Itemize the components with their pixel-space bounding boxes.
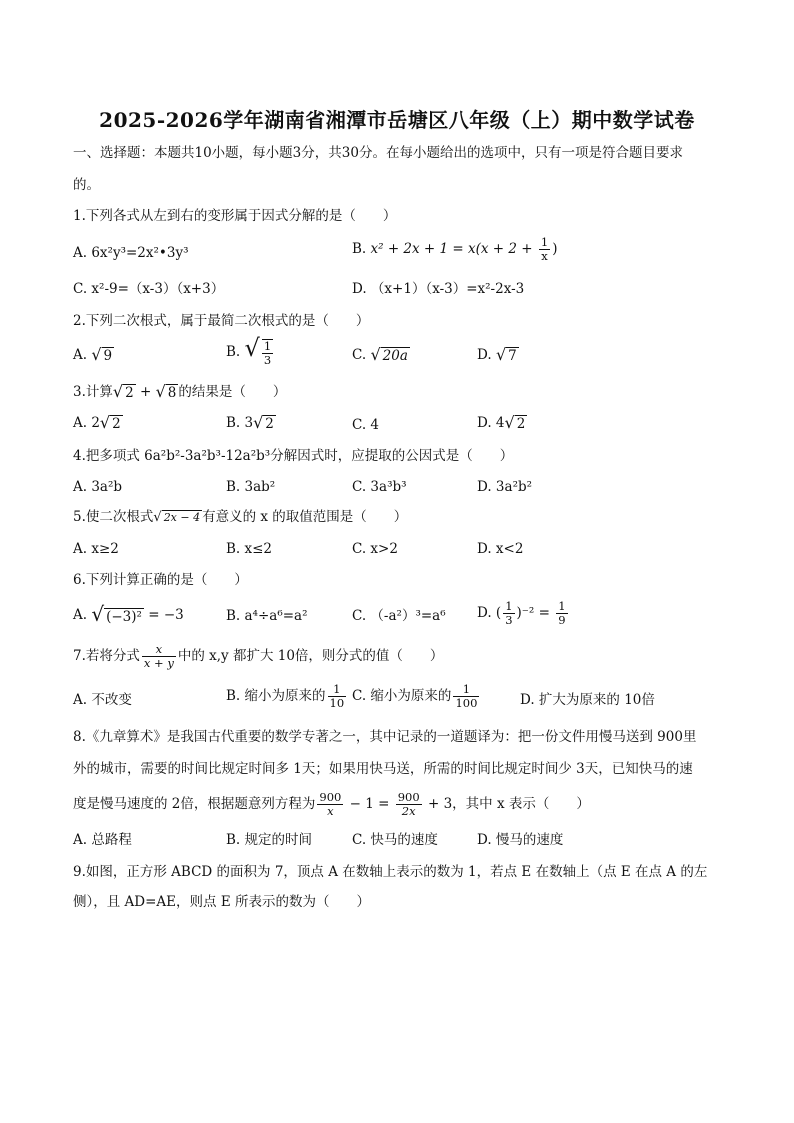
q6-option-d (477, 600, 570, 627)
q7-stem-pre: 7.若将分式 (73, 648, 140, 664)
q2-option-c (352, 345, 410, 366)
q3-option-d-radical: √ 2 (504, 413, 526, 432)
q3-option-a (73, 413, 123, 434)
q7-b-denominator: 10 (329, 696, 345, 710)
question-8-line2: 外的城市，需要的时间比规定时间多 1天；如果用快马送，所需的时间比规定时间少 3天，已知快马的速 (73, 761, 693, 777)
q3-option-a-radicand: 2 (112, 416, 121, 432)
q8-eq-numerator-2: 900 (397, 790, 420, 804)
q6-option-a-label: A. (73, 607, 92, 623)
q2-option-c-radicand: 20a (382, 348, 408, 364)
q2-option-d (477, 345, 519, 366)
q6-option-c: C. （-a²）³=a⁶ (352, 608, 446, 624)
q6-d-numerator-2: 1 (558, 599, 566, 613)
question-3-stem (73, 382, 286, 403)
q3-option-b-radical: √ 2 (253, 413, 274, 432)
q5-option-b: B. x≤2 (226, 541, 273, 557)
section-header-line1: 一、选择题：本题共10小题，每小题3分，共30分。在每小题给出的选项中，只有一项是符合题目要求 (73, 145, 683, 161)
question-1-stem: 1.下列各式从左到右的变形属于因式分解的是（ ） (73, 208, 397, 224)
question-8-line1: 8.《九章算术》是我国古代重要的数学专著之一，其中记录的一道题译为：把一份文件用慢马送到 900里 (73, 729, 697, 745)
q3-stem-post: 的结果是（ ） (178, 384, 287, 400)
q5-option-a: A. x≥2 (73, 541, 119, 557)
q6-option-a-tail: = −3 (143, 607, 184, 623)
q1-option-b (352, 236, 558, 263)
q8-option-b: B. 规定的时间 (226, 832, 313, 848)
q8-eq-frac-2 (396, 791, 422, 818)
q5-option-c: C. x>2 (352, 541, 398, 557)
question-7-stem (73, 643, 443, 670)
q1-option-b-tail: ) (552, 241, 558, 257)
q4-option-a: A. 3a²b (73, 479, 123, 495)
q2-option-b-denominator: 3 (263, 352, 272, 367)
q6-option-a-radical: √ (−3)² (91, 602, 142, 626)
q6-option-b: B. a⁴÷a⁶=a² (226, 608, 308, 624)
question-9-line1: 9.如图，正方形 ABCD 的面积为 7，顶点 A 在数轴上表示的数为 1，若点 E 在数轴上（点 E 在点 A 的左 (73, 864, 708, 880)
q1-option-b-frac (539, 236, 550, 263)
q1-option-c: C. x²-9=（x-3）（x+3） (73, 281, 225, 297)
q2-option-c-label: C. (352, 347, 371, 363)
q7-denominator: x + y (143, 656, 174, 670)
q5-stem-pre: 5.使二次根式 (73, 509, 154, 525)
q3-radical-2: √ 8 (155, 382, 177, 401)
q3-option-b-radicand: 2 (265, 416, 274, 432)
q8-line3-pre: 度是慢马速度的 2倍，根据题意列方程为 (73, 796, 316, 812)
q1-option-b-expr: x² + 2x + 1 = x(x + 2 + (370, 241, 537, 257)
q8-option-c: C. 快马的速度 (352, 832, 438, 848)
question-6-stem: 6.下列计算正确的是（ ） (73, 572, 248, 588)
q7-c-numerator: 1 (453, 683, 479, 697)
q3-radicand-2: 8 (167, 385, 177, 401)
q3-option-d-label: D. 4 (477, 415, 505, 431)
q2-option-d-radicand: 7 (508, 348, 517, 364)
q7-option-b-frac (328, 683, 347, 710)
q6-option-d-mid: )⁻² = (516, 605, 555, 621)
q7-option-c (352, 683, 481, 710)
q3-radical-1: √ 2 (112, 382, 134, 401)
q2-option-a-radical: √ 9 (91, 345, 113, 364)
q5-option-d: D. x<2 (477, 541, 524, 557)
q8-eq-tail: + 3，其中 x 表示（ ） (423, 796, 590, 812)
q2-option-b-label: B. (226, 343, 245, 360)
q6-d-denominator-2: 9 (558, 613, 566, 627)
q2-option-a-radicand: 9 (103, 348, 113, 364)
q2-option-b-numerator: 1 (263, 338, 272, 353)
q3-option-a-radical: √ 2 (99, 413, 121, 432)
q3-option-c: C. 4 (352, 417, 380, 433)
q3-option-b-label: B. 3 (226, 415, 254, 431)
q7-option-a: A. 不改变 (73, 692, 132, 708)
q6-option-a-radicand: (−3)² (106, 609, 142, 625)
q8-option-d: D. 慢马的速度 (477, 832, 564, 848)
question-4-stem: 4.把多项式 6a²b²-3a²b³-12a²b³分解因式时，应提取的公因式是（ ） (73, 448, 514, 464)
q7-option-b-label: B. 缩小为原来的 (226, 688, 326, 704)
q3-plus: + (135, 384, 156, 400)
q2-option-b (226, 334, 275, 367)
q8-eq-mid: − 1 = (345, 796, 394, 812)
q6-d-denominator-1: 3 (505, 613, 513, 627)
q5-stem-post: 有意义的 x 的取值范围是（ ） (202, 509, 408, 525)
q4-option-c: C. 3a³b³ (352, 479, 407, 495)
q8-eq-denominator-2: 2x (401, 804, 416, 818)
q3-stem-pre: 3.计算 (73, 384, 113, 400)
q3-option-d (477, 413, 527, 434)
question-2-stem: 2.下列二次根式，属于最简二次根式的是（ ） (73, 313, 370, 329)
page-title: 2025-2026学年湖南省湘潭市岳塘区八年级（上）期中数学试卷 (99, 108, 695, 132)
q7-c-denominator: 100 (455, 696, 478, 710)
q1-option-a: A. 6x²y³=2x²•3y³ (73, 245, 189, 261)
q7-option-b (226, 683, 348, 710)
q8-option-a: A. 总路程 (73, 832, 132, 848)
question-9-line2: 侧），且 AD=AE，则点 E 所表示的数为（ ） (73, 894, 370, 910)
q7-option-c-label: C. 缩小为原来的 (352, 688, 452, 704)
q6-option-d-label: D. ( (477, 605, 502, 621)
q7-stem-post: 中的 x,y 都扩大 10倍，则分式的值（ ） (177, 648, 444, 664)
q7-stem-frac (142, 643, 176, 670)
q1-option-d: D. （x+1）（x-3）=x²-2x-3 (352, 281, 525, 297)
q4-option-b: B. 3ab² (226, 479, 276, 495)
q7-b-numerator: 1 (328, 683, 347, 697)
q3-option-a-label: A. 2 (73, 415, 100, 431)
q2-option-a (73, 345, 114, 366)
q7-option-c-frac (453, 683, 479, 710)
q7-option-d: D. 扩大为原来的 10倍 (520, 692, 655, 708)
q3-radicand-1: 2 (125, 385, 134, 401)
q6-option-d-frac-2 (556, 600, 567, 627)
question-8-line3 (73, 791, 590, 818)
q8-eq-frac-1 (317, 791, 343, 818)
q6-option-d-frac-1 (503, 600, 514, 627)
q3-option-b (226, 413, 276, 434)
q2-option-a-label: A. (73, 347, 92, 363)
q2-option-d-radical: √ 7 (495, 345, 517, 364)
q6-d-numerator-1: 1 (505, 599, 513, 613)
question-5-stem (73, 507, 407, 528)
q2-option-b-radical: √ $\frac{1}{3}$ (244, 334, 272, 367)
q3-option-d-radicand: 2 (516, 416, 526, 432)
q1-option-b-label: B. (352, 241, 371, 257)
q8-eq-denominator-1: x (327, 804, 334, 818)
q7-numerator: x (142, 643, 176, 657)
q2-option-c-radical: √ 20a (370, 345, 408, 364)
q1-frac-denominator: x (541, 249, 548, 263)
section-header-line2: 的。 (73, 177, 100, 193)
q5-radical: √ 2x − 4 (153, 510, 201, 525)
q6-option-a (73, 604, 184, 627)
q5-radicand: 2x − 4 (163, 511, 201, 524)
q8-eq-numerator-1: 900 (319, 790, 342, 804)
q2-option-d-label: D. (477, 347, 496, 363)
q4-option-d: D. 3a²b² (477, 479, 533, 495)
q1-frac-numerator: 1 (540, 235, 549, 249)
